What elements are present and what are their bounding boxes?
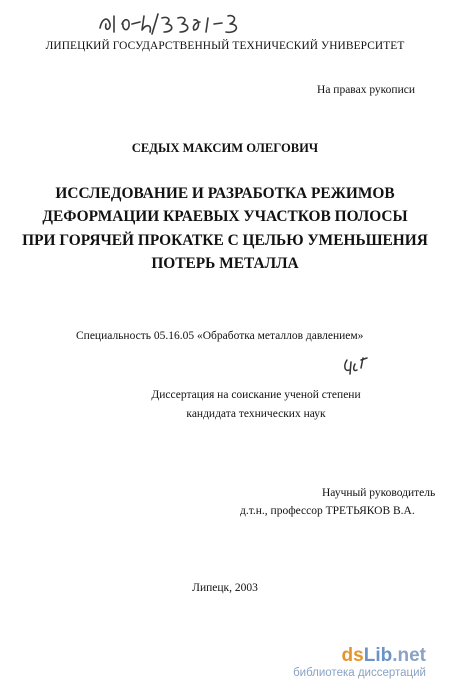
author-name: СЕДЫХ МАКСИМ ОЛЕГОВИЧ <box>131 141 319 155</box>
advisor-label: Научный руководитель <box>322 487 436 499</box>
degree-statement <box>146 386 366 424</box>
title-line: ПОТЕРЬ МЕТАЛЛА <box>151 255 299 273</box>
title-line: ИССЛЕДОВАНИЕ И РАЗРАБОТКА РЕЖИМОВ <box>55 185 395 202</box>
watermark-subtitle: библиотека диссертаций <box>293 667 426 679</box>
watermark-logo <box>293 646 426 666</box>
title-line: ДЕФОРМАЦИИ КРАЕВЫХ УЧАСТКОВ ПОЛОСЫ <box>42 208 408 226</box>
place-year: Липецк, 2003 <box>192 582 258 594</box>
watermark-ds: ds <box>341 645 364 666</box>
watermark-net: .net <box>392 645 426 666</box>
rights-note: На правах рукописи <box>317 84 415 96</box>
advisor-name: д.т.н., профессор ТРЕТЬЯКОВ В.А. <box>240 505 415 517</box>
watermark-lib: Lib <box>363 645 393 666</box>
university-name: ЛИПЕЦКИЙ ГОСУДАРСТВЕННЫЙ ТЕХНИЧЕСКИЙ УНИВЕРСИТЕТ <box>45 40 405 52</box>
handwritten-archive-number <box>96 10 286 36</box>
dissertation-title <box>0 182 450 276</box>
dslib-watermark[interactable] <box>293 646 426 679</box>
degree-line: кандидата технических наук <box>186 408 326 420</box>
title-line: ПРИ ГОРЯЧЕЙ ПРОКАТКЕ С ЦЕЛЬЮ УМЕНЬШЕНИЯ <box>22 231 428 249</box>
handwritten-mark <box>341 356 375 378</box>
degree-line: Диссертация на соискание ученой степени <box>151 389 361 401</box>
specialty-line: Специальность 05.16.05 «Обработка металлов давлением» <box>76 330 364 342</box>
